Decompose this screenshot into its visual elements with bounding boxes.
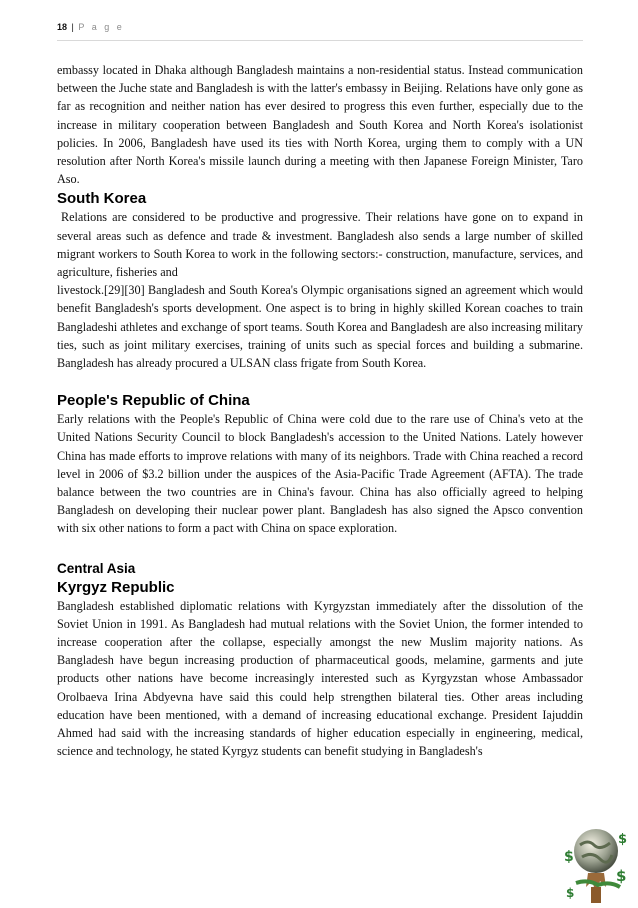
south-korea-paragraph-1: Relations are considered to be productive and progressive. Their relations have gone on to expand in several areas such as defence and trade & investment. Bangladesh also sends a large number of skilled migrant workers to South Korea to work in the following sectors:- construction, manufacture, services, and agriculture, fisheries and (57, 210, 583, 280)
page-separator: | (71, 22, 74, 32)
kyrgyz-heading: Kyrgyz Republic (57, 578, 175, 596)
china-paragraph: Early relations with the People's Republic of China were cold due to the rare use of China's veto at the United Nations Security Council to block Bangladesh's accession to the United Nations. Lately however China has made efforts to improve relations with many of its neighbors. Trade with China reached a record level in 2006 of $3.2 billion under the auspices of the Asia-Pacific Trade Agreement (AFTA). The trade balance between the two countries are in China's favour. China has also officially agreed to helping Bangladesh on developing their nuclear power plant. Bangladesh has also signed the Apsco convention with six other nations to form a pact with China on space exploration. (57, 412, 583, 536)
south-korea-paragraph-2: livestock.[29][30] Bangladesh and South Korea's Olympic organisations signed an agreement which would benefit Bangladesh's sports development. One aspect is to bring in highly skilled Korean coaches to train Bangladeshi athletes and exchange of sport teams. South Korea and Bangladesh are also increasing military ties, such as joint military exercises, training of units such as special forces and building a submarine. Bangladesh has already procured a ULSAN class frigate from South Korea. (57, 283, 583, 371)
dollar-symbol-right: $ (618, 832, 628, 847)
dollar-symbol-left: $ (564, 849, 574, 865)
money-globe-icon (558, 821, 630, 903)
page-label: P a g e (78, 22, 125, 32)
south-korea-heading: South Korea (57, 190, 147, 208)
page-content (57, 61, 583, 761)
china-heading: People's Republic of China (57, 392, 250, 410)
money-globe-graphic (558, 821, 630, 903)
dollar-symbol-bottom: $ (616, 867, 627, 885)
intro-paragraph: embassy located in Dhaka although Bangladesh maintains a non-residential status. Instead communication between the Juche state and Bangladesh is with the latter's embassy in Beijing. Relations have only gone as far as recognition and neither nation has ever desired to progress this even further, especially due to the increase in military cooperation between Bangladesh and South Korea and North Korea's isolationist policies. In 2006, Bangladesh have used its ties with North Korea, urging them to comply with a UN resolution after North Korea's missile launch during a meeting with then Japanese Foreign Minister, Taro Aso. (57, 63, 583, 187)
page-number: 18 (57, 22, 68, 32)
kyrgyz-paragraph: Bangladesh established diplomatic relations with Kyrgyzstan immediately after the dissolution of the Soviet Union in 1991. As Bangladesh had mutual relations with the Soviet Union, the former intended to increase cooperation after the collapse, especially amongst the new Muslim majority nations. As Bangladesh have begun increasing production of pharmaceutical goods, melamine, garments and jute products other nations have become increasingly interested such as Kyrgyzstan whose Ambassador Orolbaeva Irina Abdyevna have said this could help strengthen bilateral ties. Other areas including education have been mentioned, with a demand of increasing educational exchange. President Iajuddin Ahmed had said with the increasing standards of higher education especially in engineering, medical, science and technology, he stated Kyrgyz students can benefit studying in Bangladesh's (57, 598, 583, 759)
dollar-symbol-corner: $ (566, 886, 575, 900)
page-header (57, 22, 583, 41)
central-asia-heading: Central Asia (57, 560, 136, 576)
